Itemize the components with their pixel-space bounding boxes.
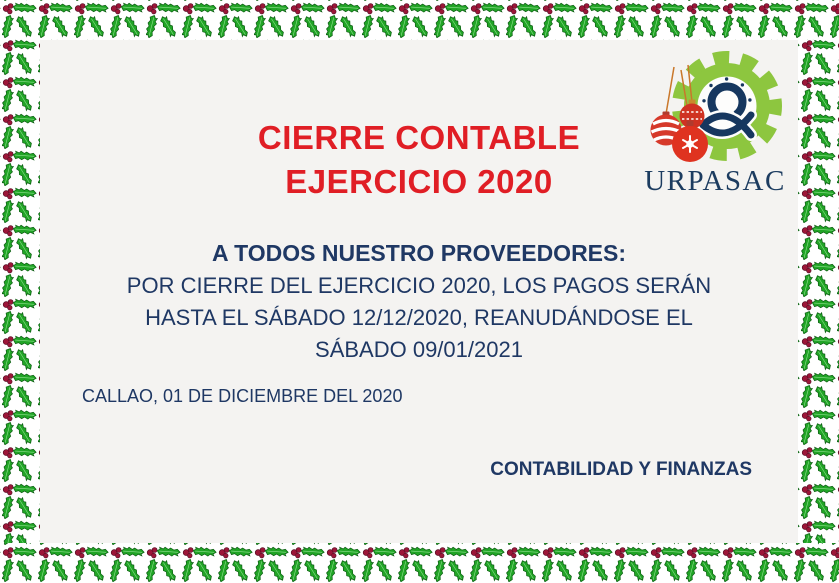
page-title [40, 116, 798, 204]
notice-line: POR CIERRE DEL EJERCICIO 2020, LOS PAGOS SERÁN [126, 273, 712, 298]
notice-line: HASTA EL SÁBADO 12/12/2020, REANUDÁNDOSE EL [145, 305, 693, 330]
notice-line: SÁBADO 09/01/2021 [315, 337, 523, 362]
date-line: CALLAO, 01 DE DICIEMBRE DEL 2020 [82, 386, 403, 406]
company-name: URPASAC [644, 165, 786, 197]
signature-department: CONTABILIDAD Y FINANZAS [490, 459, 752, 480]
notice-body [40, 236, 798, 366]
page-title-line-2: EJERCICIO 2020 [285, 163, 553, 200]
content-panel [40, 40, 798, 543]
page-title-line-1: CIERRE CONTABLE [257, 119, 581, 156]
notice-heading: A TODOS NUESTRO PROVEEDORES: [211, 240, 627, 266]
